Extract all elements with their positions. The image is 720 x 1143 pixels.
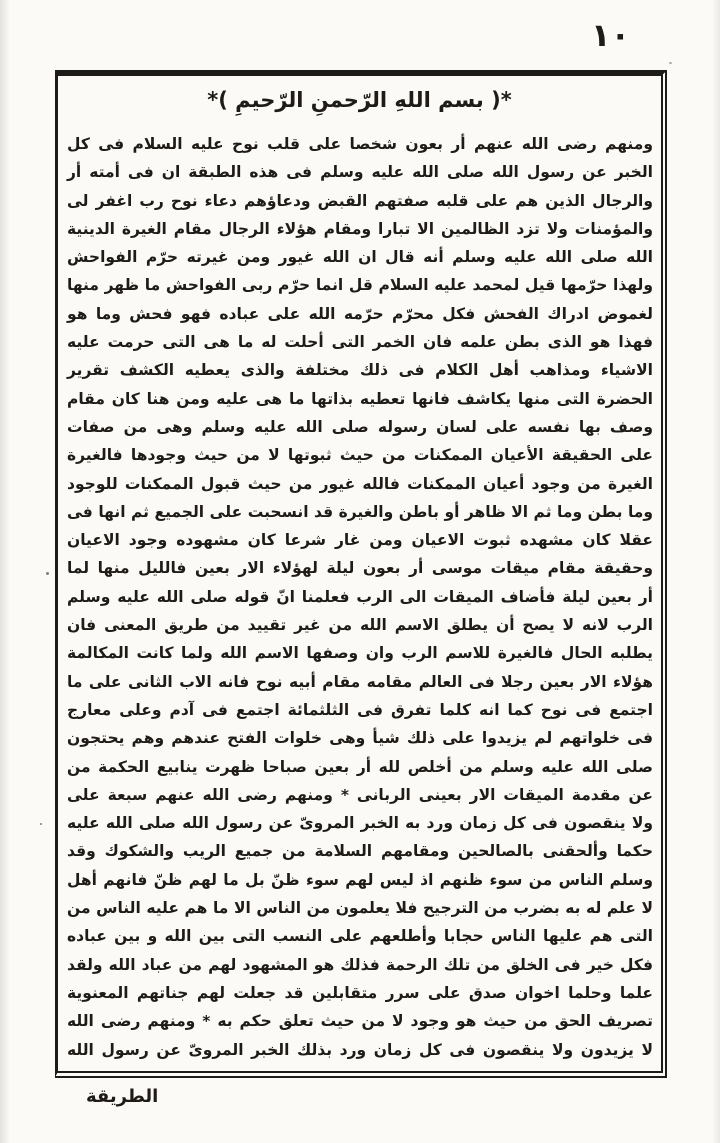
text-line: ولا ينقصون فى كل زمان ورد به الخبر المروىّ عن رسول الله صلى الله عليه (67, 814, 653, 833)
text-line: وصف بها نفسه على لسان رسوله صلى الله عليه وسلم وهى من صفات (67, 417, 653, 436)
text-line: الحضرة التى منها يكاشف فانها تعطيه بذاتها ما هى عليه ومن هنا كان مقام (67, 389, 653, 408)
text-line: التى هم عليها الناس حجابا وأطلعهم على النسب التى بين الله و بين عباده (67, 927, 653, 946)
text-line: لغموض ادراك الفحش فكل محرّم حرّمه الله على عباده فهو فحش وما هو (67, 304, 653, 323)
text-block (65, 130, 655, 1064)
text-line: الخبر عن رسول الله صلى الله عليه وسلم فى هذه الطبقة ان فى أمته أر (67, 163, 653, 182)
text-line: يطلبه الحال فالغيرة للاسم الرب وان وصفها الاسم الله ولما كانت المكالمة (67, 644, 653, 663)
text-line: الاشياء ومذاهب أهل الكلام فى ذلك مختلفة والذى يعطيه الكشف تقرير (67, 361, 653, 380)
scan-shadow-right (712, 0, 720, 1143)
text-line: اجتمع فى نوح كما انه كلما تفرق فى الثلثمائة اجتمع فى آدم وعلى معارج (67, 700, 653, 719)
text-line: فكل خير فى الخلق من تلك الرحمة فذلك هو المشهود لهم من عباد الله ولقد (67, 955, 653, 974)
text-line: علما وحلما اخوان صدق على سرر متقابلين قد جعلت لهم جناتهم المعنوية (67, 983, 653, 1002)
text-line: والرجال الذين هم على قلبه صفتهم القبض ودعاؤهم دعاء نوح رب اغفر لى (67, 191, 653, 210)
text-line: هؤلاء الار بعين رجلا فى العالم مقامه مقام أبيه نوح فانه الاب الثانى على ما (67, 672, 653, 691)
page-frame (55, 70, 667, 1078)
page-number: ١٠ (590, 16, 630, 54)
text-line: الرب لانه لا يصح أن يطلق الاسم الله من غير تقييد من طريق المعنى فان (67, 616, 653, 635)
text-line: صلى الله عليه وسلم من أخلص لله أر بعين صباحا ظهرت ينابيع الحكمة من (67, 757, 653, 776)
catchword: الطريقة (86, 1086, 159, 1107)
text-line: على الحقيقة الأعيان الممكنات من حيث ثبوتها لا من حيث وجودها فالغيرة (67, 446, 653, 465)
text-line: عقلا كان مشهده ثبوت الاعيان ومن غار شرعا كان مشهوده وجود الاعيان (67, 531, 653, 550)
ink-speck (669, 62, 672, 64)
text-line: وما بطن وما ثم الا ظاهر أو باطن والغيرة قد انسحبت على الجميع ثم انها فى (67, 502, 653, 521)
text-line: أر بعين ليلة فأضاف الميقات الى الرب فعلمنا انّ قوله صلى الله عليه وسلم (67, 587, 653, 606)
ink-speck (40, 823, 42, 825)
basmala-header: *( بسم اللهِ الرّحمنِ الرّحيمِ )* (207, 88, 512, 112)
text-line: لا يزيدون ولا ينقصون فى كل زمان ورد بذلك الخبر المروىّ عن رسول الله (67, 1040, 653, 1059)
text-line: تصريف الحق من حيث هو وجود لا من حيث تعلق حكم به * ومنهم رضى الله (67, 1012, 653, 1031)
text-line: لا علم له به بضرب من الترجيح فلا يعلمون من الناس الا ما هم عليه الناس من (67, 899, 653, 918)
text-line: وحقيقة مقام ميقات موسى أر بعون ليلة لهؤلاء الار بعين فالليل منها لما (67, 559, 653, 578)
text-line: ومنهم رضى الله عنهم أر بعون شخصا على قلب نوح عليه السلام فى كل (67, 135, 653, 153)
text-line: والمؤمنات ولا تزد الظالمين الا تبارا ومقام هؤلاء الرجال مقام الغيرة الدينية (67, 219, 653, 238)
text-line: فى خلواتهم لم يزيدوا على ذلك شيأ وهى خلوات الفتح عندهم وهم يحتجون (67, 729, 653, 748)
text-line: الغيرة من وجود أعيان الممكنات فالله غيور من حيث قبول الممكنات للوجود (67, 474, 653, 493)
text-line: ولهذا حرّمها قيل لمحمد عليه السلام قل انما حرّم ربى الفواحش ما ظهر منها (67, 276, 653, 295)
text-line: حكما وألحقنى بالصالحين ومقامهم السلامة من جميع الريب والشكوك وقد (67, 842, 653, 861)
text-line: وسلم الناس من سوء ظنهم اذ ليس لهم سوء ظنّ بل ما لهم ظنّ فانهم أهل (67, 870, 653, 889)
text-line: فهذا هو الذى بطن علمه فان الخمر التى أحلت له ما هى التى حرمت عليه (67, 333, 653, 352)
text-line: عن مقدمة الميقات الار بعينى الربانى * ومنهم رضى الله عنهم سبعة على (67, 785, 653, 804)
text-line: الله صلى الله عليه وسلم أنه قال ان الله غيور ومن غيرته حرّم الفواحش (67, 248, 653, 267)
ink-speck (46, 572, 49, 575)
scan-shadow-left (0, 0, 10, 1143)
